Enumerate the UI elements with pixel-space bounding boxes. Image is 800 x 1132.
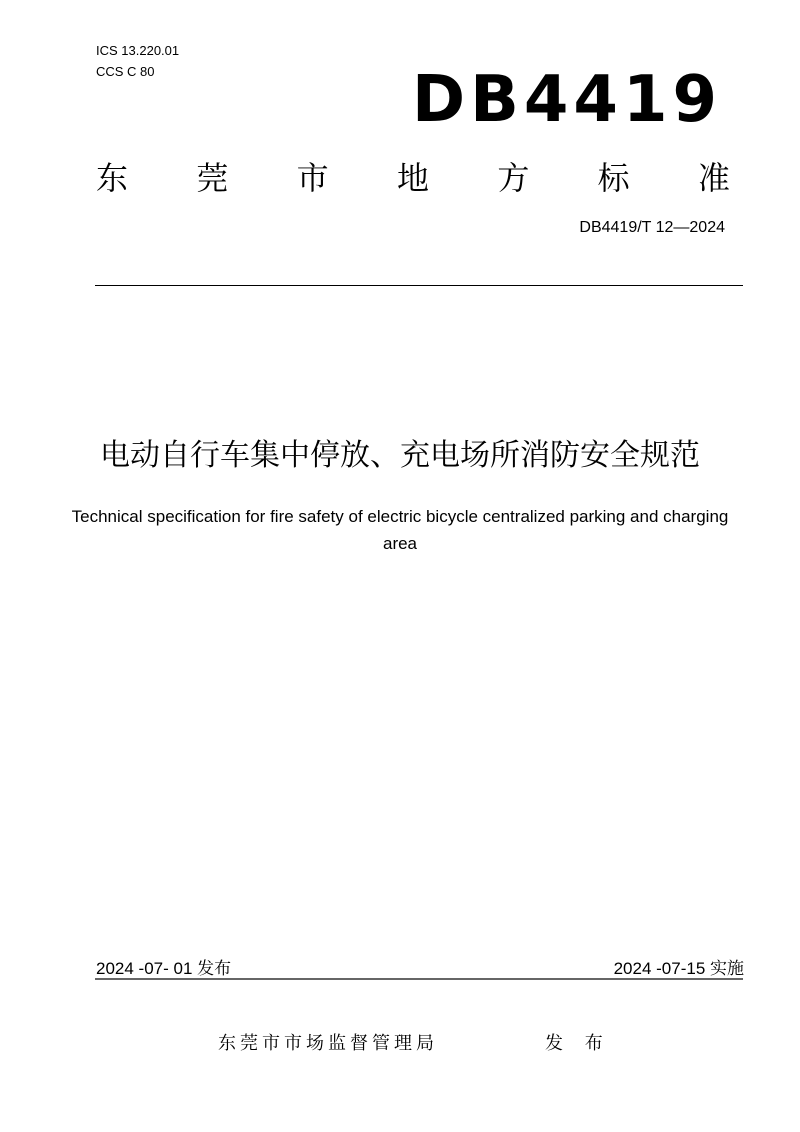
standard-number: DB4419/T 12—2024	[579, 219, 725, 236]
header-divider	[95, 285, 743, 286]
category-char: 准	[697, 159, 730, 197]
effective-date: 2024 -07-15 实施	[613, 959, 744, 978]
publish-date: 2024 -07- 01 发布	[96, 959, 232, 978]
category-char: 东	[96, 159, 129, 197]
category-char: 地	[396, 159, 429, 197]
document-title-english: Technical specification for fire safety of electric bicycle centralized parking and charging area	[71, 507, 729, 553]
category-char: 莞	[196, 159, 229, 197]
ics-code: ICS 13.220.01	[96, 43, 180, 58]
category-char: 方	[497, 159, 530, 197]
standard-code-logo: DB4419	[411, 63, 722, 137]
issuing-authority: 东莞市市场监督管理局	[218, 1033, 438, 1054]
ccs-code: CCS C 80	[96, 64, 155, 79]
footer-divider	[95, 978, 743, 980]
standard-category	[96, 158, 730, 198]
issue-label: 发 布	[545, 1033, 611, 1054]
category-char: 市	[296, 159, 329, 197]
category-char: 标	[597, 159, 630, 197]
classification-codes	[96, 40, 179, 82]
document-title-chinese: 电动自行车集中停放、充电场所消防安全规范	[100, 438, 700, 473]
